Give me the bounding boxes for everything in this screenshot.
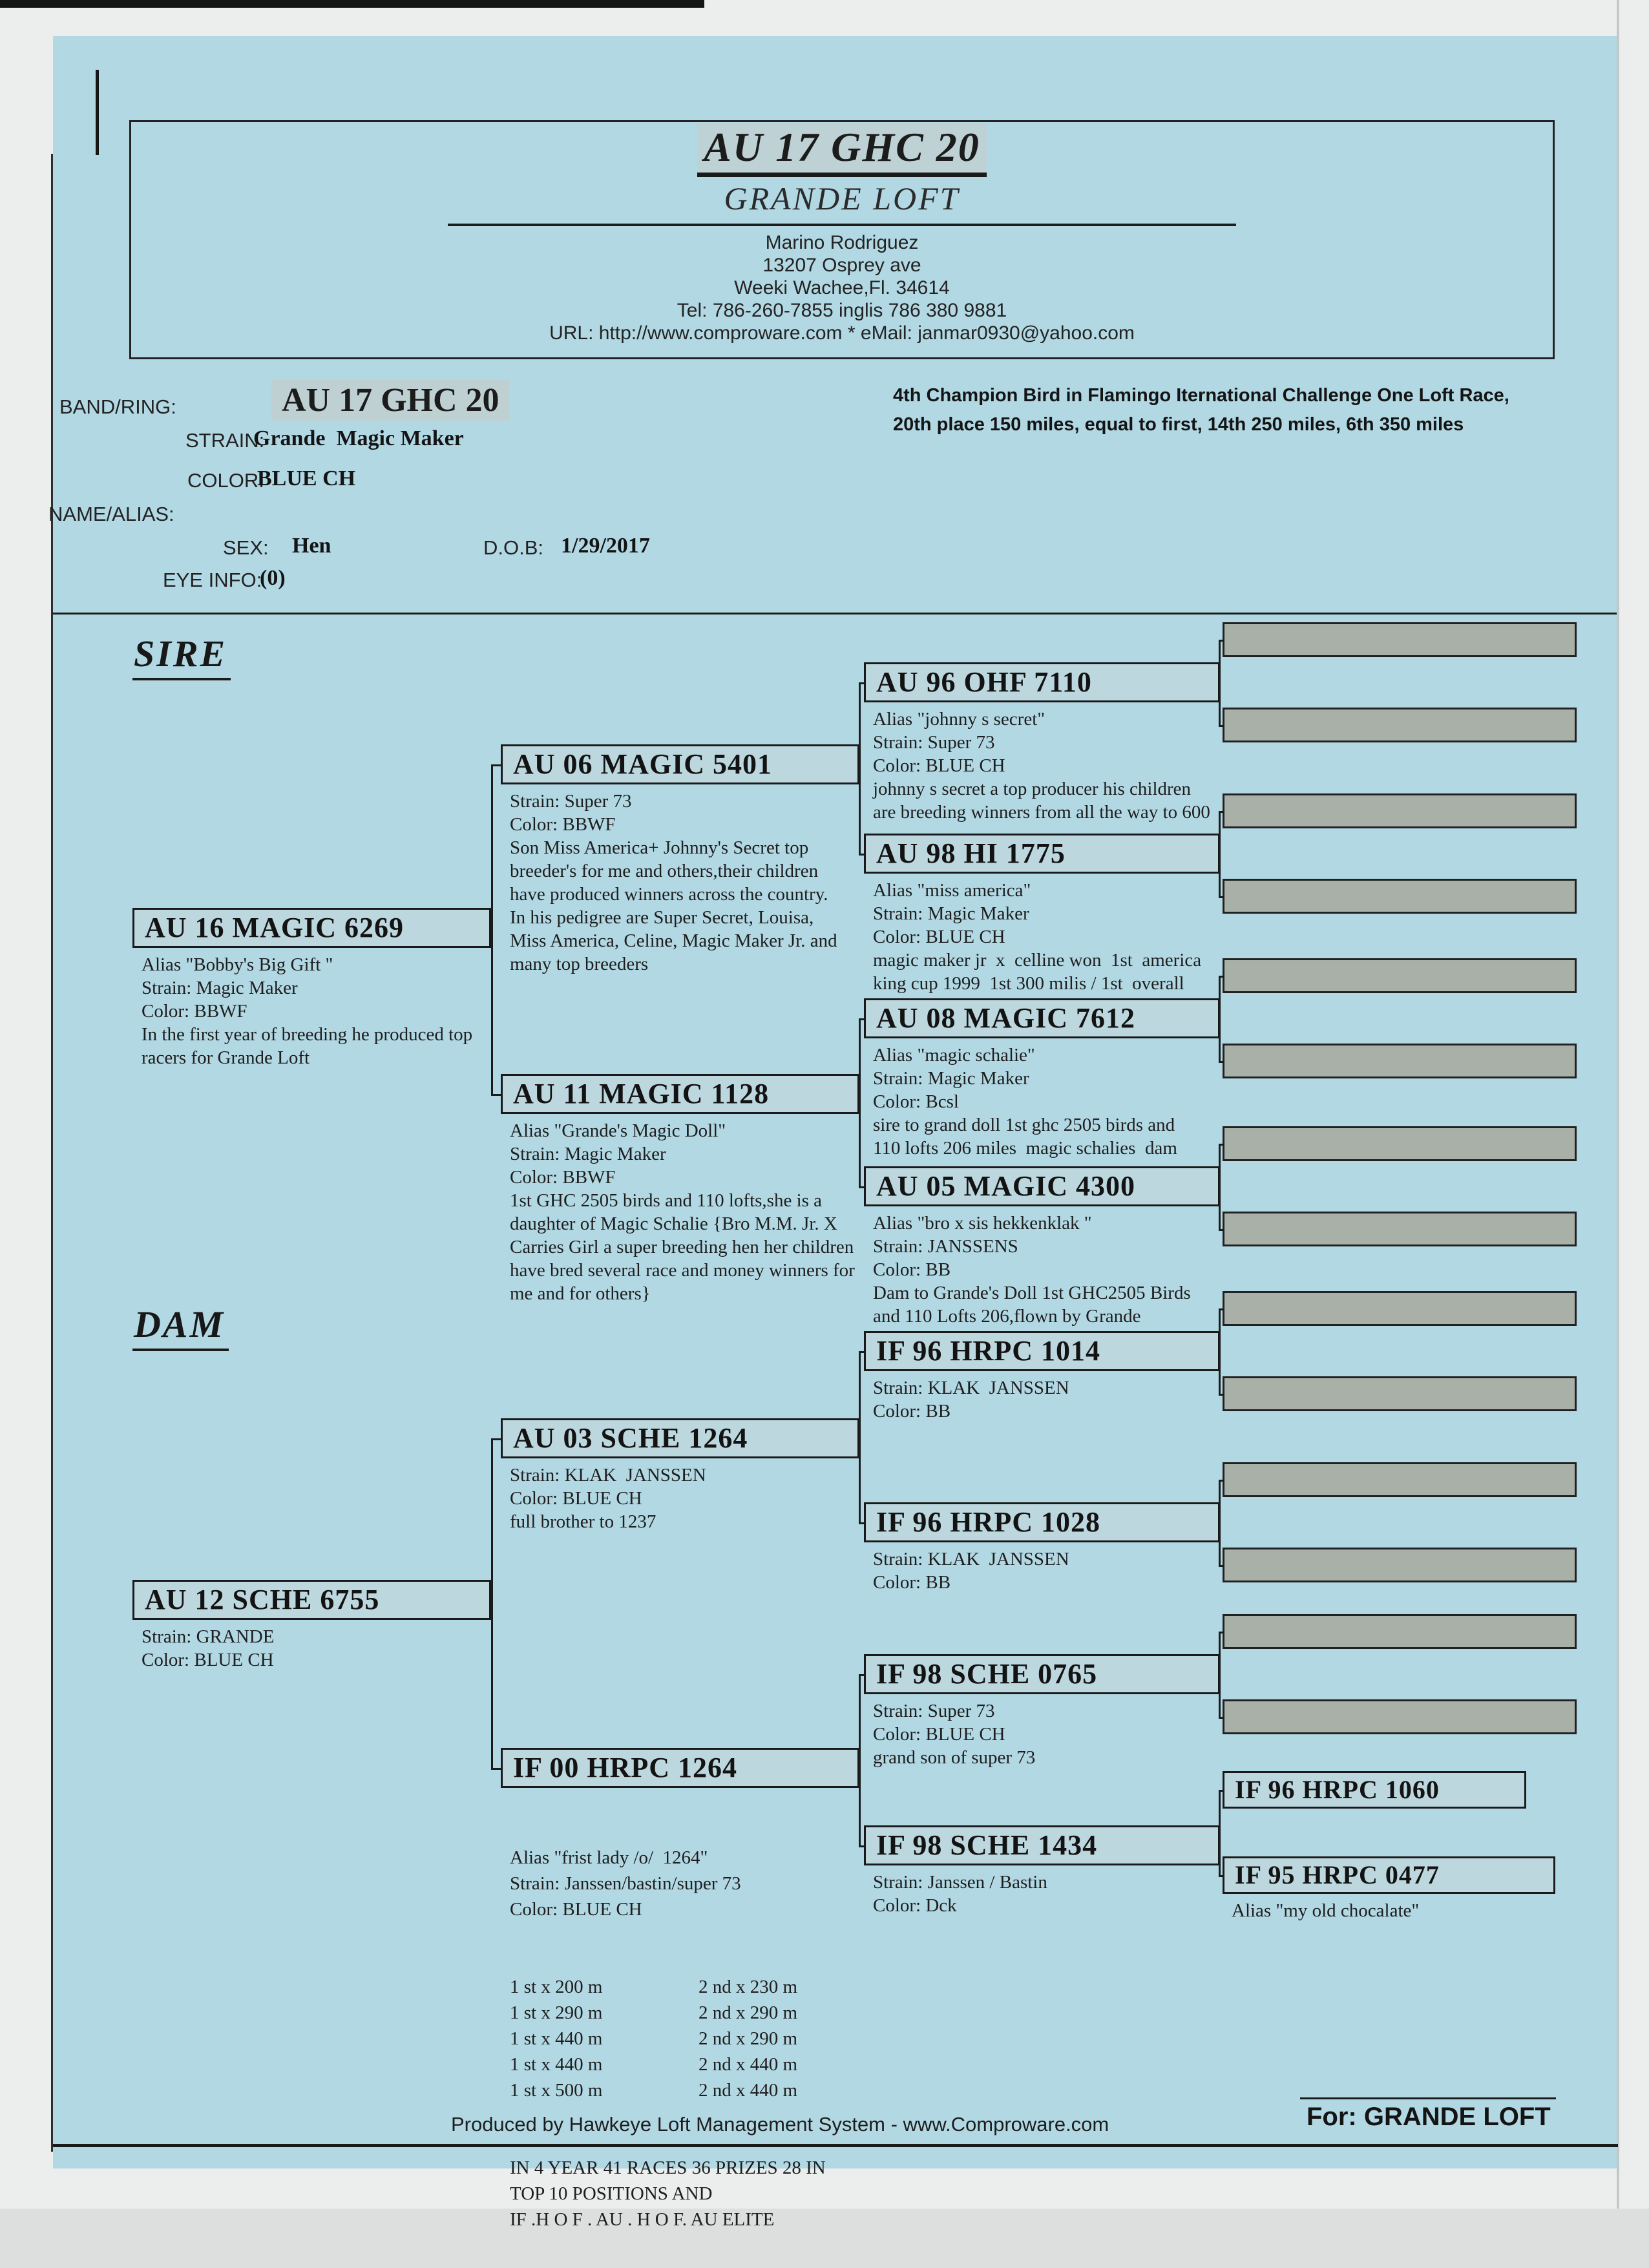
bird-details bbox=[864, 1694, 1220, 1769]
tree-connector bbox=[1219, 1394, 1224, 1396]
bird-band-title: IF 95 HRPC 0477 bbox=[1223, 1856, 1555, 1894]
eye-info-value: (0) bbox=[260, 566, 286, 590]
race-results-table bbox=[510, 1974, 859, 2103]
text-line: me and for others} bbox=[510, 1283, 651, 1304]
tree-connector bbox=[859, 1186, 865, 1188]
race-result-first: 1 st x 440 m bbox=[510, 2028, 603, 2049]
bird-band-title: AU 12 SCHE 6755 bbox=[132, 1580, 491, 1620]
pedigree-box-sire-dam bbox=[501, 1074, 859, 1305]
pedigree-box-great-granddam-2 bbox=[864, 1166, 1220, 1328]
tree-connector bbox=[1219, 640, 1221, 727]
owner-phone: Tel: 786-260-7855 inglis 786 380 9881 bbox=[677, 300, 1007, 321]
pedigree-box-great-grandsire-4 bbox=[864, 1654, 1220, 1769]
tree-connector bbox=[1219, 640, 1224, 642]
text-line: 1st GHC 2505 birds and 110 lofts,she is a bbox=[510, 1190, 823, 1211]
pedigree-box-great-granddam-1 bbox=[864, 834, 1220, 995]
bird-details bbox=[864, 1865, 1220, 1917]
tree-connector bbox=[1219, 1565, 1224, 1567]
text-line: Strain: Janssen / Bastin bbox=[873, 1872, 1047, 1893]
footer-for-loft: For: GRANDE LOFT bbox=[1307, 2103, 1551, 2131]
text-line: IF .H O F . AU . H O F. AU ELITE bbox=[510, 2209, 775, 2230]
text-line: Color: BB bbox=[873, 1572, 951, 1593]
race-result-first: 1 st x 200 m bbox=[510, 1977, 603, 1997]
race-result-first: 1 st x 440 m bbox=[510, 2054, 603, 2075]
tree-connector bbox=[859, 682, 865, 684]
tree-connector bbox=[1219, 1144, 1221, 1231]
race-result-row bbox=[510, 2000, 859, 2026]
race-result-row bbox=[510, 2077, 859, 2103]
race-result-second: 2 nd x 290 m bbox=[698, 2028, 798, 2049]
owner-address-city: Weeki Wachee,Fl. 34614 bbox=[734, 277, 950, 299]
text-line: Strain: KLAK JANSSEN bbox=[873, 1378, 1069, 1398]
footer-for-rule bbox=[1300, 2097, 1556, 2099]
empty-ancestor-box bbox=[1223, 1614, 1577, 1649]
race-result-row bbox=[510, 2026, 859, 2052]
tree-connector bbox=[859, 1018, 865, 1020]
tree-connector bbox=[1219, 1632, 1224, 1633]
band-ring-value: AU 17 GHC 20 bbox=[271, 380, 510, 421]
pedigree-box-gg-grandsire bbox=[1223, 1771, 1526, 1809]
race-result-first: 1 st x 290 m bbox=[510, 2002, 603, 2023]
tree-connector bbox=[859, 1351, 861, 1524]
empty-ancestor-box bbox=[1223, 1548, 1577, 1582]
owner-url-email: URL: http://www.comproware.com * eMail: janmar0930@yahoo.com bbox=[549, 322, 1135, 344]
text-line: magic maker jr x celline won 1st america bbox=[873, 950, 1202, 971]
text-line: have produced winners across the country. bbox=[510, 884, 828, 905]
text-line: Alias "johnny s secret" bbox=[873, 709, 1045, 730]
scan-artifact-top-bar bbox=[0, 0, 704, 8]
text-line: TOP 10 POSITIONS AND bbox=[510, 2183, 713, 2204]
text-line: Color: BBWF bbox=[142, 1001, 247, 1022]
tree-connector bbox=[859, 682, 861, 856]
color-label: COLOR: bbox=[187, 469, 264, 492]
empty-ancestor-box bbox=[1223, 1044, 1577, 1078]
text-line: grand son of super 73 bbox=[873, 1747, 1036, 1768]
race-result-second: 2 nd x 290 m bbox=[698, 2002, 798, 2023]
tree-connector bbox=[859, 1018, 861, 1188]
race-result-second: 2 nd x 440 m bbox=[698, 2080, 798, 2101]
tree-connector bbox=[859, 1845, 865, 1847]
tree-connector bbox=[491, 1438, 501, 1440]
tree-connector bbox=[859, 854, 865, 856]
scan-artifact-left-line bbox=[51, 154, 53, 2152]
text-line: Alias "Bobby's Big Gift " bbox=[142, 954, 333, 975]
empty-ancestor-box bbox=[1223, 1376, 1577, 1411]
dob-value: 1/29/2017 bbox=[561, 534, 650, 558]
bird-details bbox=[864, 1371, 1220, 1423]
bottom-rule bbox=[53, 2144, 1618, 2147]
tree-connector bbox=[1219, 811, 1224, 813]
text-line: Alias "frist lady /o/ 1264" bbox=[510, 1847, 708, 1868]
pedigree-box-great-granddam-4 bbox=[864, 1825, 1220, 1917]
text-line: Color: BBWF bbox=[510, 814, 616, 835]
name-alias-label: NAME/ALIAS: bbox=[48, 503, 174, 525]
dam-section-heading: DAM bbox=[132, 1303, 229, 1351]
text-line: Color: BLUE CH bbox=[873, 927, 1005, 947]
text-line: Color: BBWF bbox=[510, 1167, 616, 1188]
text-line: Strain: Super 73 bbox=[873, 732, 995, 753]
bird-band-title: AU 08 MAGIC 7612 bbox=[864, 998, 1220, 1038]
text-line: Strain: Magic Maker bbox=[873, 1068, 1029, 1089]
bird-details bbox=[864, 1038, 1220, 1160]
bird-details bbox=[132, 948, 491, 1069]
text-line: Son Miss America+ Johnny's Secret top bbox=[510, 837, 809, 858]
bird-band-title: AU 11 MAGIC 1128 bbox=[501, 1074, 859, 1114]
empty-ancestor-box bbox=[1223, 708, 1577, 742]
text-line: Alias "Grande's Magic Doll" bbox=[510, 1120, 726, 1141]
tree-connector bbox=[1219, 1480, 1221, 1567]
pedigree-box-great-grandsire-3 bbox=[864, 1331, 1220, 1423]
tree-connector bbox=[1219, 725, 1224, 727]
strain-label: STRAIN: bbox=[185, 429, 265, 452]
eye-info-label: EYE INFO: bbox=[163, 569, 262, 591]
text-line: Strain: GRANDE bbox=[142, 1626, 275, 1647]
text-line: daughter of Magic Schalie {Bro M.M. Jr. X bbox=[510, 1213, 837, 1234]
tree-connector bbox=[1219, 1717, 1224, 1719]
pedigree-box-dam-sire bbox=[501, 1418, 859, 1533]
text-line: 110 lofts 206 miles magic schalies dam bbox=[873, 1138, 1177, 1159]
bird-details bbox=[132, 1620, 491, 1672]
bird-band-title: AU 06 MAGIC 5401 bbox=[501, 744, 859, 784]
text-line: In his pedigree are Super Secret, Louisa, bbox=[510, 907, 814, 928]
bird-details bbox=[501, 1114, 859, 1305]
text-line: Color: BLUE CH bbox=[142, 1650, 274, 1670]
text-line: Color: BB bbox=[873, 1401, 951, 1422]
bird-band-title: AU 96 OHF 7110 bbox=[864, 662, 1220, 702]
bird-details bbox=[864, 1542, 1220, 1594]
text-line: IN 4 YEAR 41 RACES 36 PRIZES 28 IN bbox=[510, 2158, 826, 2178]
achievement-line-1: 4th Champion Bird in Flamingo Iternational Challenge One Loft Race, bbox=[893, 385, 1509, 406]
strain-value: Grande Magic Maker bbox=[253, 426, 464, 450]
tree-connector bbox=[859, 1674, 861, 1847]
empty-ancestor-box bbox=[1223, 1126, 1577, 1161]
text-line: Strain: Janssen/bastin/super 73 bbox=[510, 1873, 741, 1894]
scan-artifact-right-shadow bbox=[1617, 0, 1619, 2268]
text-line: Strain: Magic Maker bbox=[142, 978, 298, 998]
tree-connector bbox=[491, 764, 501, 766]
owner-address-street: 13207 Osprey ave bbox=[762, 255, 921, 276]
bird-band-title: IF 98 SCHE 1434 bbox=[864, 1825, 1220, 1865]
tree-connector bbox=[491, 1768, 501, 1770]
text-line: Alias "miss america" bbox=[873, 880, 1031, 901]
scan-artifact-left-tick bbox=[96, 70, 99, 155]
tree-connector bbox=[1219, 1061, 1224, 1063]
race-result-row bbox=[510, 1974, 859, 2000]
bird-band-title: AU 05 MAGIC 4300 bbox=[864, 1166, 1220, 1206]
text-line: Strain: Super 73 bbox=[873, 1701, 995, 1721]
bird-band-title: IF 98 SCHE 0765 bbox=[864, 1654, 1220, 1694]
text-line: Strain: KLAK JANSSEN bbox=[510, 1465, 706, 1486]
text-line: and 110 Lofts 206,flown by Grande bbox=[873, 1306, 1141, 1327]
header-box bbox=[129, 120, 1555, 359]
empty-ancestor-box bbox=[1223, 1291, 1577, 1326]
tree-connector bbox=[859, 1351, 865, 1353]
text-line: Strain: KLAK JANSSEN bbox=[873, 1549, 1069, 1570]
bird-band-title: AU 98 HI 1775 bbox=[864, 834, 1220, 874]
text-line: full brother to 1237 bbox=[510, 1511, 656, 1532]
text-line: johnny s secret a top producer his children bbox=[873, 779, 1192, 799]
owner-name: Marino Rodriguez bbox=[765, 232, 919, 253]
text-line: Color: BLUE CH bbox=[873, 755, 1005, 776]
pedigree-box-sire bbox=[132, 908, 491, 1069]
bird-details bbox=[864, 874, 1220, 995]
tree-connector bbox=[1219, 1308, 1221, 1396]
text-line: Color: Dck bbox=[873, 1895, 957, 1916]
sex-value: Hen bbox=[292, 534, 331, 558]
text-line: Color: BLUE CH bbox=[510, 1899, 642, 1920]
bird-details bbox=[501, 784, 859, 976]
text-line: Alias "bro x sis hekkenklak " bbox=[873, 1213, 1092, 1234]
pedigree-box-dam bbox=[132, 1580, 491, 1672]
text-line: Strain: Magic Maker bbox=[510, 1144, 666, 1164]
tree-connector bbox=[1219, 1480, 1224, 1482]
tree-connector bbox=[1219, 976, 1221, 1063]
bird-details bbox=[864, 1206, 1220, 1328]
bird-details bbox=[864, 702, 1220, 824]
sex-label: SEX: bbox=[223, 536, 269, 559]
color-value: BLUE CH bbox=[257, 467, 356, 490]
text-line: breeder's for me and others,their children bbox=[510, 861, 819, 881]
race-result-first: 1 st x 500 m bbox=[510, 2080, 603, 2101]
pedigree-box-sire-sire bbox=[501, 744, 859, 976]
text-line: sire to grand doll 1st ghc 2505 birds and bbox=[873, 1115, 1175, 1135]
empty-ancestor-box bbox=[1223, 1462, 1577, 1497]
tree-connector bbox=[859, 1674, 865, 1676]
loft-name: GRANDE LOFT bbox=[724, 180, 960, 216]
bird-band-title: IF 96 HRPC 1060 bbox=[1223, 1771, 1526, 1809]
text-line: Strain: JANSSENS bbox=[873, 1236, 1018, 1257]
race-result-second: 2 nd x 230 m bbox=[698, 1977, 798, 1997]
empty-ancestor-box bbox=[1223, 879, 1577, 914]
pedigree-box-dam-dam bbox=[501, 1748, 859, 2268]
tree-connector bbox=[1219, 1229, 1224, 1231]
tree-connector bbox=[1219, 811, 1221, 898]
tree-connector bbox=[1219, 1308, 1224, 1310]
empty-ancestor-box bbox=[1223, 622, 1577, 657]
tree-connector bbox=[1219, 896, 1224, 898]
tree-connector bbox=[1219, 1790, 1221, 1877]
bird-details bbox=[501, 1458, 859, 1533]
bird-band-title: AU 16 MAGIC 6269 bbox=[132, 908, 491, 948]
bird-details bbox=[501, 1788, 859, 2268]
tree-connector bbox=[1219, 1875, 1224, 1877]
tree-connector bbox=[1219, 1144, 1224, 1146]
band-ring-label: BAND/RING: bbox=[59, 395, 176, 418]
tree-connector bbox=[491, 764, 493, 1096]
text-line: Miss America, Celine, Magic Maker Jr. and bbox=[510, 930, 837, 951]
text-line: Alias "magic schalie" bbox=[873, 1045, 1035, 1066]
text-line: Color: BLUE CH bbox=[873, 1724, 1005, 1745]
achievement-line-2: 20th place 150 miles, equal to first, 14th 250 miles, 6th 350 miles bbox=[893, 414, 1464, 435]
text-line: Dam to Grande's Doll 1st GHC2505 Birds bbox=[873, 1283, 1191, 1303]
text-line: many top breeders bbox=[510, 954, 649, 974]
empty-ancestor-box bbox=[1223, 1212, 1577, 1246]
pedigree-box-gg-granddam bbox=[1223, 1856, 1555, 1922]
text-line: Color: BB bbox=[873, 1259, 951, 1280]
race-result-row bbox=[510, 2052, 859, 2077]
bird-band-title: AU 03 SCHE 1264 bbox=[501, 1418, 859, 1458]
produced-by-text: Produced by Hawkeye Loft Management System - www.Comproware.com bbox=[451, 2113, 1109, 2136]
bird-band-title: IF 96 HRPC 1028 bbox=[864, 1502, 1220, 1542]
bird-band-title: IF 00 HRPC 1264 bbox=[501, 1748, 859, 1788]
text-line: Color: Bcsl bbox=[873, 1091, 959, 1112]
dob-label: D.O.B: bbox=[483, 536, 544, 559]
tree-connector bbox=[1219, 976, 1224, 978]
text-line: have bred several race and money winners for bbox=[510, 1260, 855, 1281]
section-separator-line bbox=[53, 613, 1617, 614]
tree-connector bbox=[491, 1438, 493, 1770]
tree-connector bbox=[859, 1522, 865, 1524]
text-line: Strain: Magic Maker bbox=[873, 903, 1029, 924]
text-line: Color: BLUE CH bbox=[510, 1488, 642, 1509]
text-line: king cup 1999 1st 300 milis / 1st overall bbox=[873, 973, 1184, 994]
empty-ancestor-box bbox=[1223, 793, 1577, 828]
pedigree-box-great-grandsire-1 bbox=[864, 662, 1220, 824]
bird-details bbox=[1223, 1894, 1555, 1922]
race-result-second: 2 nd x 440 m bbox=[698, 2054, 798, 2075]
bird-band-title: IF 96 HRPC 1014 bbox=[864, 1331, 1220, 1371]
text-line: Strain: Super 73 bbox=[510, 791, 632, 812]
document-title: AU 17 GHC 20 bbox=[697, 123, 987, 177]
sire-section-heading: SIRE bbox=[132, 632, 231, 680]
text-line: In the first year of breeding he produced top bbox=[142, 1024, 473, 1045]
text-line: Alias "my old chocalate" bbox=[1232, 1900, 1420, 1921]
text-line: Carries Girl a super breeding hen her children bbox=[510, 1237, 854, 1257]
tree-connector bbox=[491, 1094, 501, 1096]
empty-ancestor-box bbox=[1223, 958, 1577, 993]
empty-ancestor-box bbox=[1223, 1699, 1577, 1734]
pedigree-box-great-grandsire-2 bbox=[864, 998, 1220, 1160]
pedigree-box-great-granddam-3 bbox=[864, 1502, 1220, 1594]
text-line: are breeding winners from all the way to 600 bbox=[873, 802, 1210, 823]
text-line: racers for Grande Loft bbox=[142, 1047, 310, 1068]
tree-connector bbox=[1219, 1790, 1224, 1792]
header-rule bbox=[448, 224, 1236, 226]
tree-connector bbox=[1219, 1632, 1221, 1719]
